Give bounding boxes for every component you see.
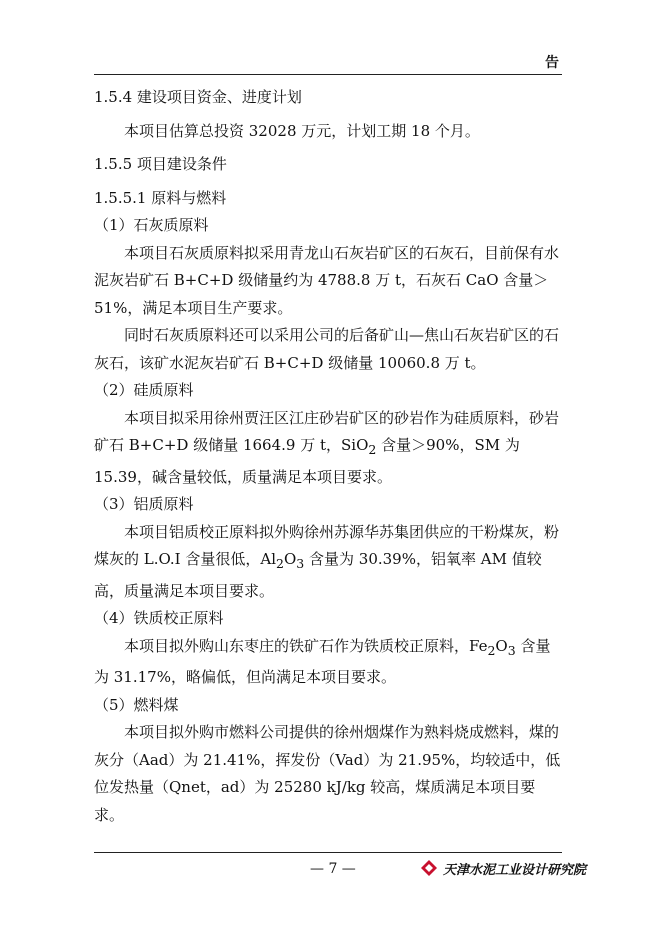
header-rule [94,74,562,75]
institute-logo-icon [419,858,439,878]
section-1-5-4-body: 本项目估算总投资 32028 万元，计划工期 18 个月。 [124,121,480,140]
fuel-title: （5）燃料煤 [94,695,179,714]
alumina-title: （3）铝质原料 [94,495,194,513]
section-1-5-5-title: 1.5.5 项目建设条件 [94,155,227,173]
limestone-paragraph-1: 本项目石灰质原料拟采用青龙山石灰岩矿区的石灰石，目前保有水泥灰岩矿石 B+C+D 级储量约为 4788.8 万 t，石灰石 CaO 含量＞51%，满足本项目生产要求。 [94,243,560,317]
fuel-paragraph: 本项目拟外购市燃料公司提供的徐州烟煤作为熟料烧成燃料，煤的灰分（Aad）为 21.41%，挥发份（Vad）为 21.95%，均较适中，低位发热量（Qnet，ad）为 25280 kJ/kg 较高，煤质满足本项目要求。 [94,723,561,824]
limestone-title: （1）石灰质原料 [94,216,209,234]
institute-name: 天津水泥工业设计研究院 [443,862,587,878]
footer-logo [419,858,586,878]
section-1-5-5-1-title: 1.5.5.1 原料与燃料 [94,188,227,207]
limestone-paragraph-2: 同时石灰质原料还可以采用公司的后备矿山—焦山石灰岩矿区的石灰石，该矿水泥灰岩矿石 B+C+D 级储量 10060.8 万 t。 [94,326,560,372]
silica-title: （2）硅质原料 [94,381,194,399]
silica-paragraph: 本项目拟采用徐州贾汪区江庄砂岩矿区的砂岩作为硅质原料，砂岩矿石 B+C+D 级储量 1664.9 万 t，SiO$_2$ 含量＞90%，SM 为 15.39，碱含量较低，质量满足本项目要求。 [94,408,560,486]
iron-paragraph: 本项目拟外购山东枣庄的铁矿石作为铁质校正原料，$Fe_2O_3$ 含量为 31.17%，略偏低，但尚满足本项目要求。 [94,636,551,686]
section-1-5-4-title: 1.5.4 建设项目资金、进度计划 [94,88,302,106]
document-body [94,84,564,829]
header-mark: 告 [545,55,559,71]
footer-rule [94,852,562,853]
alumina-paragraph: 本项目铝质校正原料拟外购徐州苏源华苏集团供应的干粉煤灰，粉煤灰的 L.O.I 含量很低，$Al_2O_3$ 含量为 30.39%，铝氧率 AM 值较高，质量满足本项目要求。 [94,522,560,600]
page-number: — 7 — [310,861,356,877]
iron-title: （4）铁质校正原料 [94,609,224,627]
